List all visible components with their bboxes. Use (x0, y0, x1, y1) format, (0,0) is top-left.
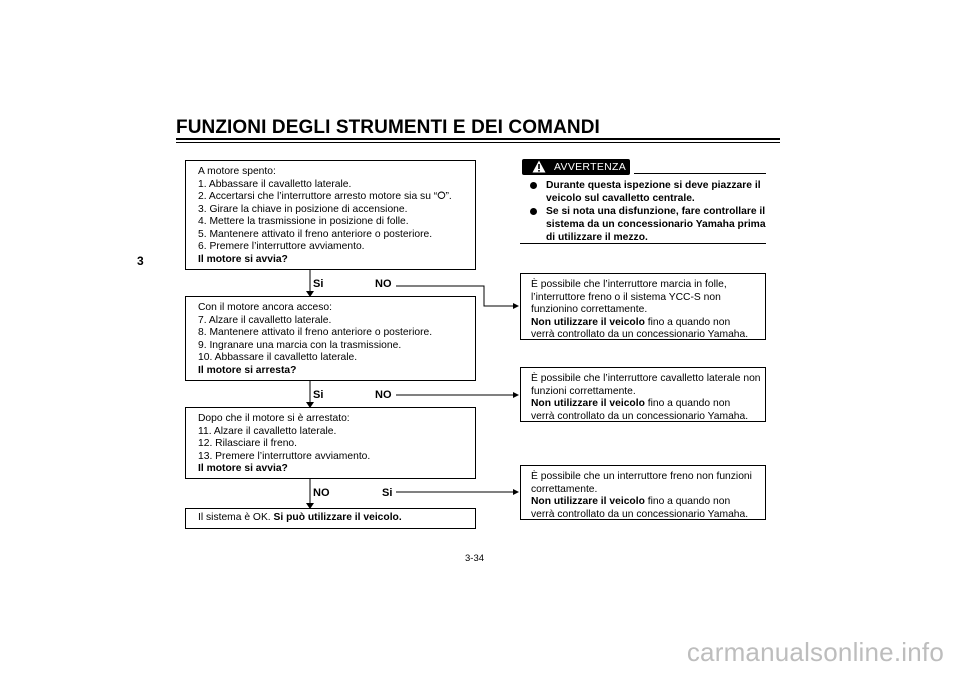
step-line: 4. Mettere la trasmissione in posizione di folle. (198, 216, 409, 227)
warning-triangle-icon (532, 160, 546, 173)
step-line: 7. Alzare il cavalletto laterale. (198, 314, 332, 326)
result-bold: Si può utilizzare il veicolo. (273, 512, 402, 523)
outcome-box-3 (520, 465, 766, 520)
step-line: 8. Mantenere attivato il freno anteriore o posteriore. (198, 327, 433, 338)
step-box-2 (185, 296, 476, 381)
step-line: 6. Premere l’interruttore avviamento. (198, 241, 365, 252)
warning-rule (634, 173, 766, 174)
outcome-line: verrà controllato da un concessionario Yamaha. (531, 329, 749, 340)
step-line: 11. Alzare il cavalletto laterale. (198, 425, 337, 437)
outcome-line (531, 496, 759, 509)
page-number: 3-34 (465, 553, 485, 564)
outcome-after: fino a quando non (644, 496, 731, 507)
outcome-bold: Non utilizzare il veicolo (531, 316, 645, 328)
decision-label-no: NO (375, 278, 392, 290)
step-line: 2. Accertarsi che l’interruttore arresto motore sia su “⭘”. (198, 191, 452, 202)
decision-label-yes: Si (313, 389, 324, 401)
decision-label-no: NO (375, 389, 392, 401)
step-box-1 (185, 160, 476, 270)
outcome-line: funzionino correttamente. (531, 304, 648, 315)
outcome-box-1 (520, 273, 766, 340)
outcome-line: È possibile che l’interruttore cavalletto laterale non (531, 373, 761, 384)
step-question: Il motore si avvia? (198, 253, 288, 265)
warning-label: AVVERTENZA (554, 161, 627, 173)
warning-badge (522, 159, 630, 175)
step-line: 13. Premere l’interruttore avviamento. (198, 450, 371, 462)
outcome-line (531, 317, 759, 330)
step-line: Con il motore ancora acceso: (198, 302, 332, 313)
chapter-tab: 3 (137, 254, 144, 268)
decision-label-yes: Si (382, 487, 393, 499)
step-line: Dopo che il motore si è arrestato: (198, 413, 350, 424)
decision-label-yes: Si (313, 278, 324, 290)
outcome-after: fino a quando non (644, 316, 731, 328)
decision-label-no: NO (313, 487, 330, 499)
warning-item-text: Se si nota una disfunzione, fare controllare il sistema da un concessionario Yamaha prima di utilizzare il mezzo. (546, 206, 766, 243)
result-text: Il sistema è OK. (198, 512, 274, 523)
step-line: 10. Abbassare il cavalletto laterale. (198, 352, 358, 363)
step-line: 3. Girare la chiave in posizione di accensione. (198, 203, 408, 215)
step-line: 1. Abbassare il cavalletto laterale. (198, 178, 352, 190)
arrow-right-icon (513, 489, 519, 495)
warning-item-text: Durante questa ispezione si deve piazzare il veicolo sul cavalletto centrale. (546, 180, 761, 204)
outcome-line: È possibile che l’interruttore marcia in folle, (531, 279, 727, 290)
step-line: 9. Ingranare una marcia con la trasmissione. (198, 339, 402, 351)
outcome-line (531, 398, 759, 411)
outcome-line: funzioni correttamente. (531, 385, 636, 397)
step-question: Il motore si arresta? (198, 364, 297, 376)
bullet-icon (530, 208, 537, 215)
outcome-line: l’interruttore freno o il sistema YCC-S non (531, 291, 721, 303)
step-question: Il motore si avvia? (198, 463, 288, 474)
outcome-bold: Non utilizzare il veicolo (531, 398, 645, 409)
outcome-line: È possibile che un interruttore freno non funzioni (531, 471, 752, 482)
step-box-3 (185, 407, 476, 479)
outcome-box-2 (520, 367, 766, 422)
step-line: A motore spento: (198, 166, 276, 177)
step-line: 12. Rilasciare il freno. (198, 438, 298, 449)
page-title: FUNZIONI DEGLI STRUMENTI E DEI COMANDI (176, 117, 600, 138)
outcome-line: correttamente. (531, 483, 598, 495)
result-ok-box (185, 508, 476, 529)
outcome-line: verrà controllato da un concessionario Yamaha. (531, 508, 749, 520)
outcome-after: fino a quando non (644, 398, 731, 409)
bullet-icon (530, 182, 537, 189)
arrow-right-icon (513, 303, 519, 309)
outcome-bold: Non utilizzare il veicolo (531, 496, 645, 507)
watermark: carmanualsonline.info (686, 637, 944, 667)
outcome-line: verrà controllato da un concessionario Yamaha. (531, 410, 749, 422)
step-line: 5. Mantenere attivato il freno anteriore o posteriore. (198, 228, 433, 240)
arrow-right-icon (513, 392, 519, 398)
warning-bottom-rule (520, 243, 766, 244)
